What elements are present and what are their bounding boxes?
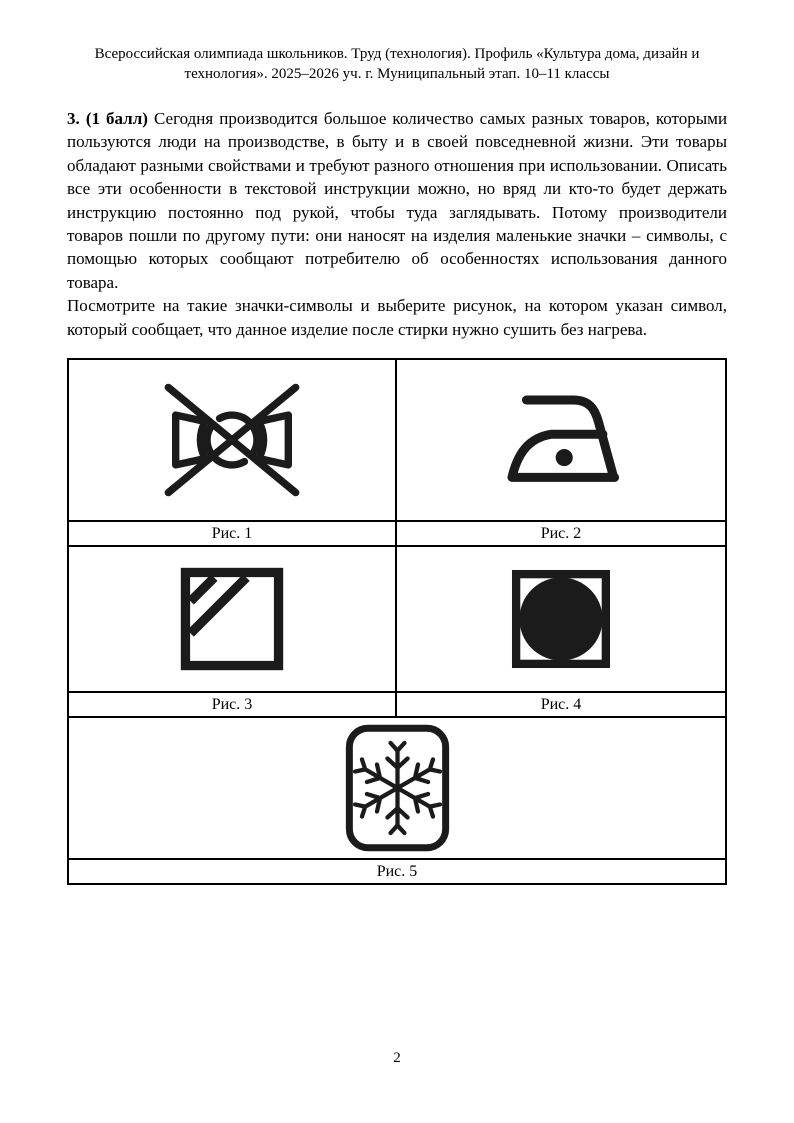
iron-one-dot-icon	[485, 382, 638, 499]
task-number: 3.	[67, 109, 80, 128]
figure-3-caption: Рис. 3	[69, 693, 397, 718]
dry-in-shade-icon	[177, 564, 287, 674]
task-text-1: Сегодня производится большое количество самых разных товаров, которыми пользуются люди на производстве, в быту и в своей повседневной жизни. Эти товары обладают разными свойствами и требуют разного отношения при использовании. Описать все эти особенности в текстовой инструкции можно, но вряд ли кто-то будет держать инструкцию постоянно под рукой, чтобы туда заглядывать. Потому производители товаров пошли по другому пути: они наносят на изделия маленькие значки – символы, с помощью которых сообщают потребителю об особенностях использования данного товара.	[67, 109, 728, 292]
snowflake-icon	[343, 722, 452, 854]
figure-table	[67, 358, 727, 885]
task-points: (1 балл)	[85, 109, 148, 128]
page-header: Всероссийская олимпиада школьников. Труд (технология). Профиль «Культура дома, дизайн и технология». 2025–2026 уч. г. Муниципальный этап. 10–11 классы	[94, 46, 700, 82]
tumble-dry-filled-circle-icon	[507, 565, 615, 673]
figure-4-caption: Рис. 4	[397, 693, 725, 718]
figure-1-caption: Рис. 1	[69, 522, 397, 547]
figure-5-caption: Рис. 5	[376, 862, 418, 880]
figure-3-cell	[69, 547, 397, 693]
page-number: 2	[393, 1050, 401, 1066]
figure-2-caption: Рис. 2	[397, 522, 725, 547]
figure-2-cell	[397, 360, 725, 522]
figure-1-cell	[69, 360, 397, 522]
figure-4-cell	[397, 547, 725, 693]
figure-5-cell	[69, 718, 725, 860]
page-content	[67, 44, 727, 885]
task-paragraph-2: Посмотрите на такие значки-символы и выберите рисунок, на котором указан символ, который сообщает, что данное изделие после стирки нужно сушить без нагрева.	[67, 296, 727, 339]
do-not-wring-icon	[146, 380, 318, 500]
task-paragraph-1	[67, 107, 727, 294]
